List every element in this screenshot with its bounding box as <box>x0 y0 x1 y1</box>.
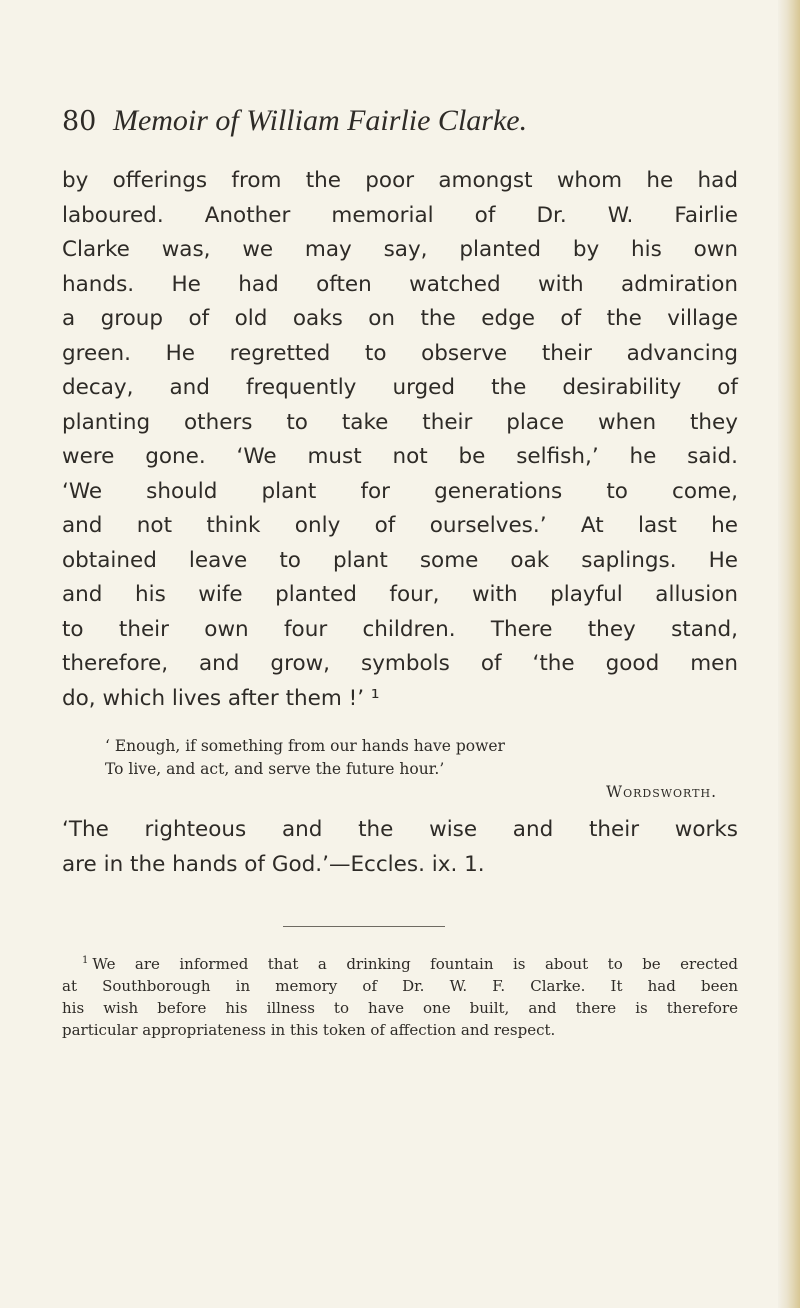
footnote-marker: 1 <box>82 955 89 966</box>
paragraph-line: do, which lives after them !’ ¹ <box>62 685 380 711</box>
paragraph-line: were gone. ‘We must not be selfish,’ he said. <box>62 444 738 469</box>
paragraph-line: to their own four children. There they stand, <box>62 616 738 642</box>
paragraph-line: laboured. Another memorial of Dr. W. Fairlie <box>62 202 738 228</box>
paragraph-line: planting others to take their place when they <box>62 409 738 435</box>
paragraph-line: ‘We should plant for generations to come, <box>62 478 738 504</box>
paragraph-line: obtained leave to plant some oak saplings. He <box>62 547 738 573</box>
running-title: Memoir of William Fairlie Clarke. <box>112 104 528 137</box>
paragraph-line: a group of old oaks on the edge of the village <box>62 306 738 331</box>
main-paragraph <box>62 164 738 716</box>
verse-line: ‘ Enough, if something from our hands have power <box>105 737 505 755</box>
paragraph-line: and his wife planted four, with playful allusion <box>62 582 738 607</box>
footnote <box>62 950 738 1041</box>
quote-attribution: Wordsworth. <box>606 783 717 801</box>
paragraph-line: by offerings from the poor amongst whom he had <box>62 168 738 193</box>
footnote-text: We are informed that a drinking fountain is about to be erected <box>92 955 738 973</box>
paragraph-line: therefore, and grow, symbols of ‘the good men <box>62 651 738 676</box>
footnote-line: his wish before his illness to have one built, and there is therefore <box>62 999 738 1017</box>
footnote-line <box>62 950 738 975</box>
footnote-line: particular appropriateness in this token of affection and respect. <box>62 1021 556 1039</box>
footnote-divider <box>283 926 445 927</box>
paragraph-line: green. He regretted to observe their advancing <box>62 340 738 366</box>
paragraph-line: decay, and frequently urged the desirability of <box>62 375 738 400</box>
page-number: 80 <box>62 106 97 137</box>
verse-quotation <box>105 735 717 804</box>
scripture-quotation <box>62 813 738 882</box>
footnote-line: at Southborough in memory of Dr. W. F. Clarke. It had been <box>62 977 738 995</box>
paragraph-line: Clarke was, we may say, planted by his own <box>62 237 738 262</box>
verse-line: To live, and act, and serve the future hour.’ <box>105 760 445 778</box>
paragraph-line: and not think only of ourselves.’ At last he <box>62 513 738 538</box>
running-header <box>62 104 760 139</box>
scripture-line: ‘The righteous and the wise and their works <box>62 817 738 842</box>
scripture-line: are in the hands of God.’—Eccles. ix. 1. <box>62 851 485 877</box>
paragraph-line: hands. He had often watched with admiration <box>62 271 738 297</box>
page-edge-shadow <box>778 0 800 1308</box>
